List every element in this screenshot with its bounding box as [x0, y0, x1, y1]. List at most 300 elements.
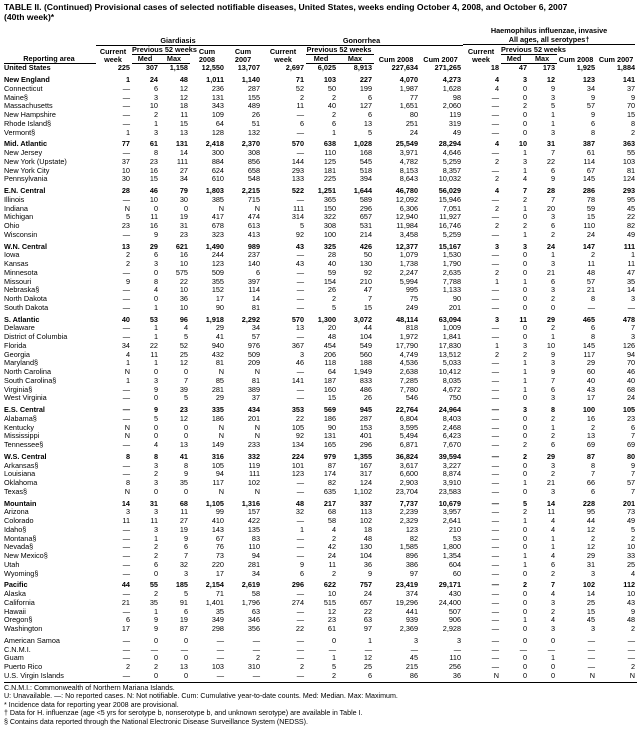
value-cell: 3 [590, 624, 596, 633]
value-cell: 9 [550, 349, 556, 359]
value-cell: 69 [626, 440, 636, 449]
value-cell: 40 [327, 259, 337, 268]
value-cell: 9 [550, 174, 556, 184]
value-cell: 23 [179, 229, 188, 239]
value-cell: 153 [359, 422, 373, 432]
value-cell: 1 [522, 375, 528, 385]
value-cell: 70 [626, 358, 636, 368]
value-cell: 2,247 [399, 267, 419, 277]
value-cell: 2 [522, 194, 528, 204]
header-g-cum2008: Cum 2008 [198, 46, 216, 64]
header-haemophilus [463, 26, 637, 45]
value-cell: — [491, 469, 500, 479]
value-cell: 430 [448, 589, 462, 598]
value-cell: 3 [153, 92, 158, 102]
value-cell: 23 [121, 221, 130, 230]
table-row-region [4, 184, 637, 196]
table-row [4, 488, 637, 497]
value-cell: 2 [522, 440, 528, 449]
reporting-area-cell: New York (Upstate) [4, 156, 67, 166]
value-cell: 0 [153, 635, 158, 645]
value-cell: — [296, 542, 305, 552]
value-cell: 7,737 [399, 498, 419, 508]
header-go-current-week: Current week [269, 46, 297, 64]
value-cell: — [122, 229, 130, 239]
table-row [4, 608, 637, 617]
value-cell: 24 [327, 551, 337, 560]
table-row [4, 295, 637, 304]
value-cell: 23 [327, 615, 337, 625]
value-cell: 40 [327, 101, 337, 111]
value-cell: 94 [215, 469, 224, 479]
value-cell: 2 [550, 323, 556, 333]
value-cell: 181 [323, 165, 337, 175]
value-cell: 906 [448, 615, 462, 625]
value-cell: 2,215 [241, 186, 261, 195]
value-cell: 31 [149, 498, 158, 508]
value-cell: N [218, 431, 224, 441]
value-cell: 7,670 [442, 440, 462, 449]
value-cell: 12,092 [395, 194, 419, 204]
value-cell: 14 [179, 148, 188, 157]
value-cell: 48 [295, 498, 305, 508]
reporting-area-cell: Arkansas§ [4, 460, 39, 470]
value-cell: 21 [546, 478, 556, 487]
value-cell: 1,987 [399, 83, 419, 93]
value-cell: 73 [215, 551, 224, 560]
value-cell: 5 [631, 524, 636, 534]
value-cell: 0 [183, 486, 188, 496]
value-cell: — [122, 635, 130, 645]
value-cell: 1,803 [205, 186, 224, 195]
value-cell: 13 [363, 118, 373, 128]
value-cell: 3,971 [399, 148, 419, 157]
value-cell: 9 [299, 559, 305, 569]
value-cell: 15,946 [438, 194, 462, 204]
value-cell: 94 [626, 349, 636, 359]
value-cell: 6 [550, 276, 556, 286]
value-cell: — [491, 259, 500, 268]
value-cell: 217 [323, 498, 337, 508]
value-cell: 77 [121, 139, 130, 149]
value-cell: 1,628 [442, 83, 462, 93]
value-cell: 28,294 [438, 139, 462, 149]
value-cell: 1,140 [241, 75, 261, 84]
value-cell: 8,153 [399, 165, 419, 175]
value-cell: 1,738 [399, 259, 419, 268]
value-cell: 3 [631, 332, 636, 341]
value-cell: 9 [183, 533, 188, 543]
value-cell: — [122, 323, 130, 333]
value-cell: 4 [522, 174, 528, 184]
value-cell: 0 [522, 606, 528, 616]
value-cell: 2 [153, 110, 158, 119]
value-cell: 34 [586, 83, 596, 93]
value-cell: 102 [359, 516, 373, 525]
value-cell: 0 [153, 486, 158, 496]
value-cell: 7,788 [442, 276, 462, 286]
value-cell: 83 [251, 533, 261, 543]
table-row-region [4, 578, 637, 590]
value-cell: — [252, 644, 261, 654]
value-cell: — [296, 516, 305, 525]
value-cell: 90 [215, 302, 224, 312]
value-cell: 6 [183, 606, 188, 616]
table-row [4, 175, 637, 184]
value-cell: 9 [153, 624, 158, 633]
table-row [4, 625, 637, 634]
value-cell: 0 [153, 294, 158, 303]
value-cell: 0 [153, 568, 158, 578]
value-cell: — [627, 635, 636, 645]
value-cell: 44 [121, 580, 130, 590]
value-cell: 4,070 [399, 75, 419, 84]
value-cell: 90 [452, 294, 462, 303]
table-row [4, 359, 637, 368]
value-cell: 10,412 [438, 367, 462, 376]
value-cell: 355 [211, 276, 224, 286]
value-cell: 123 [211, 259, 224, 268]
value-cell: — [491, 422, 500, 432]
value-cell: 3 [153, 127, 158, 137]
value-cell: — [491, 615, 500, 625]
value-cell: 0 [183, 203, 188, 213]
value-cell: 55 [626, 148, 636, 157]
value-cell: 35 [179, 478, 188, 487]
value-cell: — [150, 644, 158, 654]
value-cell: 7 [550, 375, 556, 385]
value-cell: — [122, 644, 130, 654]
value-cell: — [296, 615, 305, 625]
value-cell: 57 [626, 478, 636, 487]
value-cell: 1 [153, 332, 158, 341]
value-cell: 9 [631, 460, 636, 470]
value-cell: 2 [331, 110, 337, 119]
table-row [4, 251, 637, 260]
value-cell: — [491, 358, 500, 368]
value-cell: 1 [550, 118, 556, 128]
value-cell: 9 [153, 229, 158, 239]
header-spacer-2 [4, 45, 96, 54]
value-cell: 16,746 [438, 221, 462, 230]
value-cell: 2,619 [241, 580, 261, 590]
value-cell: 32 [179, 559, 188, 569]
value-cell: 4 [494, 83, 500, 93]
value-cell: 385 [211, 194, 224, 204]
value-cell: — [296, 606, 305, 616]
value-cell: 60 [452, 568, 462, 578]
reporting-area-cell: Massachusetts [4, 101, 53, 111]
value-cell: 220 [211, 559, 224, 569]
value-cell: 92 [295, 229, 305, 239]
value-cell: — [252, 670, 261, 680]
value-cell: 1 [550, 110, 556, 119]
value-cell: 227,634 [391, 63, 419, 72]
value-cell: 3,458 [399, 229, 419, 239]
header-reporting-area: Reporting area [4, 54, 96, 64]
value-cell: 82 [626, 221, 636, 230]
value-cell: 4 [125, 349, 130, 359]
value-cell: 5 [153, 413, 158, 423]
value-cell: 11 [150, 212, 158, 222]
value-cell: 17 [586, 393, 596, 403]
value-cell: — [296, 384, 305, 394]
header-g-max: Max [160, 54, 190, 64]
value-cell: 101 [291, 460, 305, 470]
reporting-area-cell: Texas§ [4, 486, 28, 496]
value-cell: 6 [367, 110, 373, 119]
value-cell: 57 [586, 101, 596, 111]
value-cell: 8 [590, 460, 596, 470]
value-cell: 1 [522, 358, 528, 368]
value-cell: — [122, 118, 130, 128]
value-cell: 35 [215, 606, 224, 616]
value-cell: — [122, 302, 130, 312]
value-cell: 2 [522, 101, 528, 111]
value-cell: 12 [546, 75, 556, 84]
value-cell: 757 [359, 580, 373, 590]
value-cell: 5 [331, 662, 337, 671]
value-cell: — [296, 285, 305, 295]
reporting-area-cell: Florida [4, 340, 27, 350]
table-row [4, 570, 637, 579]
value-cell: 160 [323, 384, 337, 394]
value-cell: 46 [149, 186, 158, 195]
value-cell: 24 [546, 241, 556, 251]
value-cell: 2 [631, 127, 636, 137]
value-cell: 319 [448, 118, 462, 128]
value-cell: 23,419 [395, 580, 419, 590]
value-cell: 8 [631, 118, 636, 128]
value-cell: — [296, 635, 305, 645]
value-cell: 0 [522, 285, 528, 295]
value-cell: 613 [247, 221, 261, 230]
value-cell: 995 [405, 285, 419, 295]
value-cell: 130 [359, 542, 373, 552]
value-cell: 13,707 [237, 63, 261, 72]
value-cell: 6 [299, 118, 305, 128]
value-cell: 45 [586, 615, 596, 625]
value-cell: 147 [582, 241, 596, 251]
value-cell: 363 [622, 139, 636, 149]
value-cell: 24,400 [438, 597, 462, 607]
header-g-cum2007: Cum 2007 [234, 46, 252, 64]
value-cell: 43 [586, 384, 596, 394]
value-cell: 22 [295, 413, 305, 423]
value-cell: 387 [582, 139, 596, 149]
value-cell: — [491, 323, 500, 333]
reporting-area-cell: Arizona [4, 507, 29, 517]
reporting-area-cell: New England [4, 75, 50, 84]
value-cell: 14 [546, 498, 556, 508]
table-row [4, 120, 637, 129]
value-cell: 29 [546, 451, 556, 461]
value-cell: 154 [323, 276, 337, 286]
value-cell: 2 [331, 533, 337, 543]
value-cell: 43 [295, 241, 305, 251]
value-cell: 8 [590, 294, 596, 303]
value-cell: 4,749 [399, 349, 419, 359]
reporting-area-cell: Tennessee§ [4, 440, 44, 449]
value-cell: — [122, 384, 130, 394]
value-cell: 24,964 [438, 405, 462, 414]
value-cell: — [122, 285, 130, 295]
value-cell: 3 [522, 241, 528, 251]
value-cell: 69 [586, 440, 596, 449]
value-cell: 67 [586, 165, 596, 175]
value-cell: 10 [327, 589, 337, 598]
value-cell: 367 [291, 340, 305, 350]
value-cell: 46 [295, 358, 305, 368]
value-cell: 24 [409, 127, 419, 137]
table-row [4, 205, 637, 214]
value-cell: 5 [183, 332, 188, 341]
value-cell: 3 [153, 507, 158, 517]
value-cell: 24 [363, 589, 373, 598]
value-cell: 99 [215, 507, 224, 517]
value-cell: 0 [522, 259, 528, 268]
value-cell: 37 [251, 393, 261, 403]
value-cell: N [254, 367, 261, 376]
header-g-med: Med [132, 54, 160, 64]
value-cell: — [491, 451, 500, 461]
value-cell: 1,800 [442, 542, 462, 552]
value-cell: 2,329 [399, 516, 419, 525]
value-cell: 1,796 [241, 597, 261, 607]
value-cell: 2,468 [442, 422, 462, 432]
value-cell: 224 [291, 451, 305, 461]
value-cell: 70 [626, 101, 636, 111]
value-cell: 9 [631, 92, 636, 102]
reporting-area-cell: Vermont§ [4, 127, 36, 137]
value-cell: 130 [359, 259, 373, 268]
value-cell: — [296, 551, 305, 560]
value-cell: 47 [626, 267, 636, 277]
value-cell: 3 [550, 460, 556, 470]
value-cell: 165 [323, 440, 337, 449]
value-cell: 64 [215, 118, 224, 128]
value-cell: 201 [448, 302, 462, 312]
value-cell: N [254, 431, 261, 441]
value-cell: — [216, 670, 224, 680]
value-cell: — [122, 440, 130, 449]
value-cell: 4 [494, 75, 500, 84]
value-cell: 256 [448, 662, 462, 671]
value-cell: 0 [522, 653, 528, 663]
value-cell: 50 [363, 250, 373, 260]
value-cell: 23 [149, 156, 158, 166]
value-cell: 0 [550, 662, 556, 671]
table-row [4, 333, 637, 342]
value-cell: 298 [211, 624, 224, 633]
value-cell: 10 [546, 340, 556, 350]
value-cell: 35 [626, 276, 636, 286]
value-cell: 131 [175, 139, 188, 149]
value-cell: 3,227 [442, 460, 462, 470]
value-cell: 25,549 [395, 139, 419, 149]
value-cell: 12 [363, 653, 373, 663]
value-cell: — [491, 533, 500, 543]
value-cell: 15,167 [438, 241, 462, 251]
value-cell: 4,273 [442, 75, 462, 84]
value-cell: 432 [211, 349, 224, 359]
reporting-area-cell: Delaware [4, 323, 35, 333]
value-cell: 13 [121, 241, 130, 251]
value-cell: 48,114 [396, 314, 419, 324]
value-cell: 8,357 [442, 165, 462, 175]
value-cell: 454 [323, 340, 337, 350]
value-cell: 14 [121, 498, 130, 508]
value-cell: 23 [179, 405, 188, 414]
reporting-area-cell: North Dakota [4, 294, 47, 303]
value-cell: 939 [405, 615, 419, 625]
value-cell: 3 [153, 478, 158, 487]
value-cell: 335 [211, 405, 224, 414]
value-cell: 10,032 [438, 174, 462, 184]
value-cell: 7 [522, 186, 528, 195]
value-cell: — [491, 589, 500, 598]
value-cell: 0 [522, 486, 528, 496]
value-cell: 274 [291, 597, 305, 607]
value-cell: 715 [247, 194, 261, 204]
value-cell: 94 [251, 551, 261, 560]
value-cell: 1 [522, 367, 528, 376]
value-cell: 0 [522, 469, 528, 479]
value-cell: 42 [327, 542, 337, 552]
value-cell: 55 [149, 580, 158, 590]
value-cell: 2 [590, 250, 596, 260]
value-cell: — [122, 653, 130, 663]
reporting-area-cell: Hawaii [4, 606, 26, 616]
value-cell: 10 [149, 194, 158, 204]
value-cell: 546 [405, 393, 419, 403]
value-cell: 25 [586, 597, 596, 607]
value-cell: 0 [183, 422, 188, 432]
value-cell: 6 [125, 615, 130, 625]
reporting-area-cell: New York City [4, 165, 50, 175]
value-cell: 13 [179, 127, 188, 137]
value-cell: 5 [331, 302, 337, 312]
value-cell: 4 [550, 589, 556, 598]
value-cell: 2 [550, 229, 556, 239]
value-cell: 337 [359, 498, 373, 508]
reporting-area-cell: Alabama§ [4, 413, 37, 423]
value-cell: 3 [125, 507, 130, 517]
value-cell: 36 [179, 294, 188, 303]
reporting-area-cell: Mountain [4, 498, 37, 508]
header-spacer [4, 26, 96, 45]
value-cell: 44 [363, 323, 373, 333]
value-cell: 110 [449, 653, 462, 663]
value-cell: 112 [623, 580, 636, 590]
value-cell: 46,780 [395, 186, 419, 195]
value-cell: 0 [183, 431, 188, 441]
value-cell: 1 [522, 615, 528, 625]
value-cell: 624 [211, 165, 224, 175]
value-cell: 131 [323, 431, 337, 441]
value-cell: 1,585 [399, 542, 419, 552]
value-cell: 1,644 [353, 186, 373, 195]
value-cell: 7 [367, 294, 373, 303]
value-cell: 2 [331, 670, 337, 680]
value-cell: 110 [324, 148, 337, 157]
value-cell: 657 [359, 212, 373, 222]
reporting-area-cell: Iowa [4, 250, 20, 260]
table-row [4, 213, 637, 222]
value-cell: — [587, 644, 596, 654]
value-cell: 119 [248, 460, 261, 470]
value-cell: 21 [586, 285, 596, 295]
